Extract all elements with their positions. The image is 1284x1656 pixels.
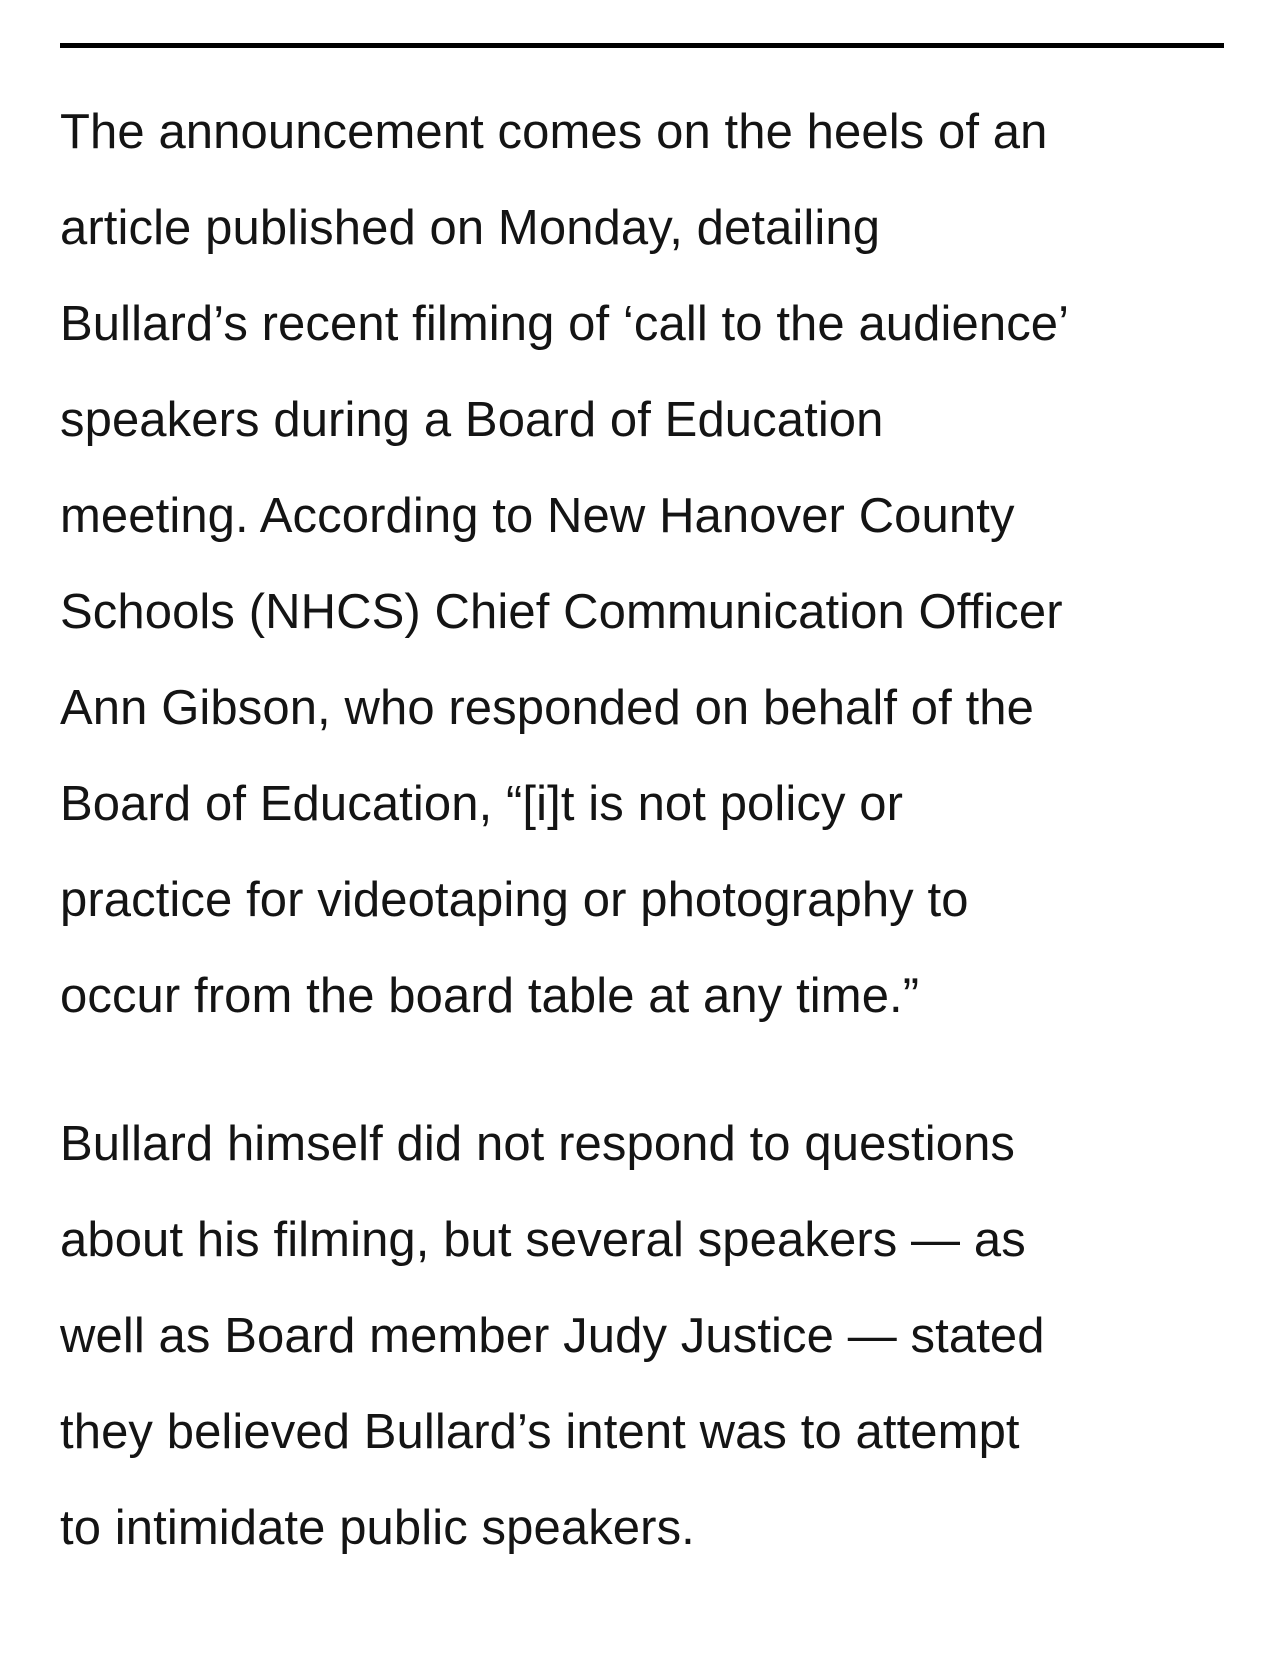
paragraph-line: practice for videotaping or photography to <box>60 873 969 927</box>
paragraph-line: to intimidate public speakers. <box>60 1501 695 1555</box>
paragraph-line: Bullard’s recent filming of ‘call to the audience’ <box>60 297 1070 351</box>
paragraph-line: occur from the board table at any time.” <box>60 969 920 1023</box>
paragraph-line: meeting. According to New Hanover County <box>60 489 1015 543</box>
paragraph-line: Board of Education, “[i]t is not policy or <box>60 777 904 831</box>
paragraph-1 <box>60 84 1224 1044</box>
paragraph-line: Schools (NHCS) Chief Communication Officer <box>60 585 1063 639</box>
paragraph-line: about his filming, but several speakers — as <box>60 1213 1026 1267</box>
section-divider <box>60 43 1224 48</box>
paragraph-line: Bullard himself did not respond to questions <box>60 1117 1016 1171</box>
paragraph-line: well as Board member Judy Justice — stated <box>60 1309 1045 1363</box>
article-body <box>60 43 1224 1576</box>
paragraph-line: Ann Gibson, who responded on behalf of the <box>60 681 1035 735</box>
paragraph-line: speakers during a Board of Education <box>60 393 884 447</box>
paragraph-2 <box>60 1096 1224 1576</box>
paragraph-line: The announcement comes on the heels of an <box>60 105 1048 159</box>
paragraph-line: article published on Monday, detailing <box>60 201 881 255</box>
paragraph-line: they believed Bullard’s intent was to attempt <box>60 1405 1020 1459</box>
